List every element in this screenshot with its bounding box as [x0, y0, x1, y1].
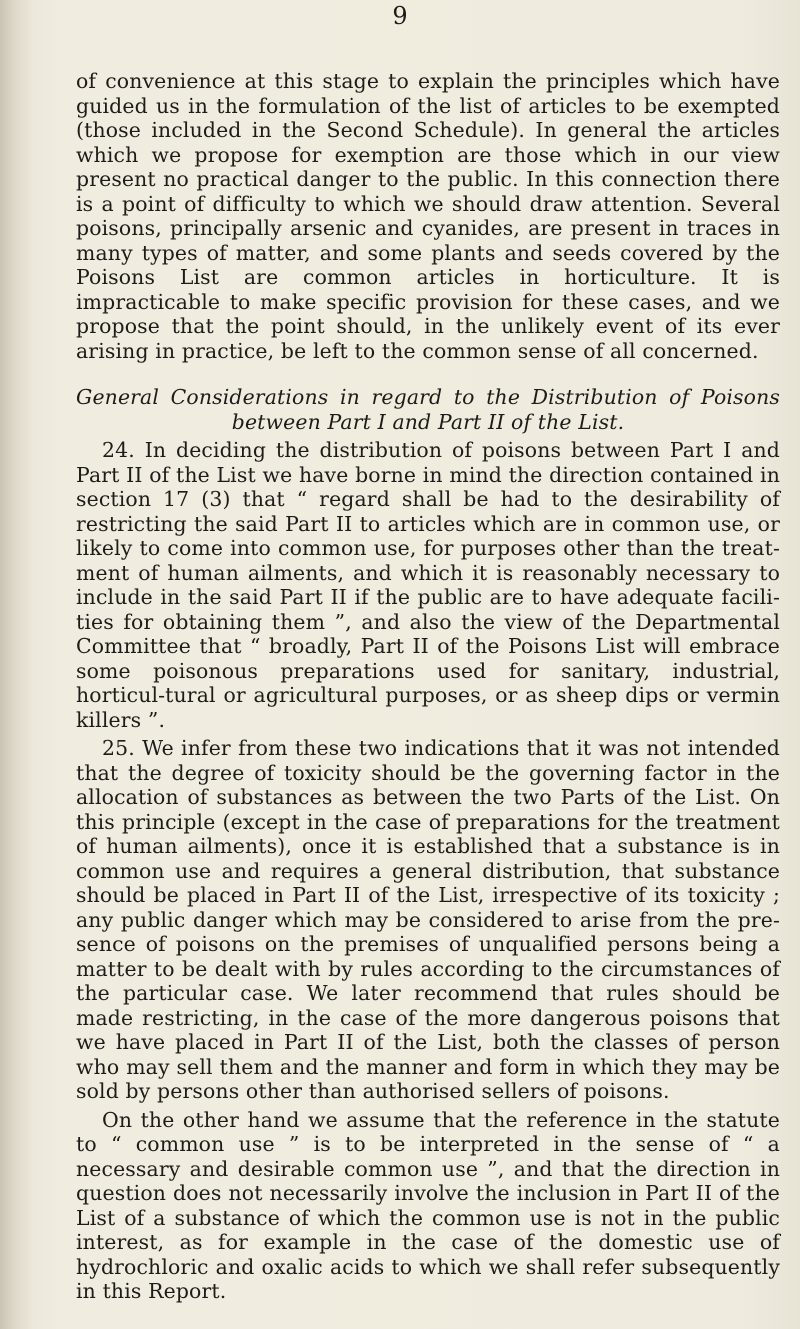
section-heading: General Considerations in regard to the Distribution of Poisons between Part I and Part II of the List.	[76, 385, 780, 434]
paragraph-25: 25. We infer from these two indications that it was not intended that the degree of toxicity should be the governing factor in the allocation of substances as between the two Parts of the List. On this principle (except in the case of preparations for the treatment of human ailments), once it is established that a substance is in common use and requires a general distribution, that substance should be placed in Part II of the List, irrespective of its toxicity ; any public danger which may be considered to arise from the pre-sence of poisons on the premises of unqualified persons being a matter to be dealt with by rules according to the circumstances of the particular case. We later recommend that rules should be made restricting, in the case of the more dangerous poisons that we have placed in Part II of the List, both the classes of person who may sell them and the manner and form in which they may be sold by persons other than authorised sellers of poisons.	[76, 736, 780, 1103]
paragraph-24: 24. In deciding the distribution of poisons between Part I and Part II of the List we have borne in mind the direction contained in section 17 (3) that “ regard shall be had to the desirability of restricting the said Part II to articles which are in common use, or likely to come into common use, for purposes other than the treat-ment of human ailments, and which it is reasonably necessary to include in the said Part II if the public are to have adequate facili-ties for obtaining them ”, and also the view of the Departmental Committee that “ broadly, Part II of the Poisons List will embrace some poisonous preparations used for sanitary, industrial, horticul-tural or agricultural purposes, or as sheep dips or vermin killers ”.	[76, 438, 780, 732]
paragraph-common-use: On the other hand we assume that the reference in the statute to “ common use ” is to be interpreted in the sense of “ a necessary and desirable common use ”, and that the direction in question does not necessarily involve the inclusion in Part II of the List of a substance of which the common use is not in the public interest, as for example in the case of the domestic use of hydrochloric and oxalic acids to which we shall refer subsequently in this Report.	[76, 1107, 780, 1303]
intro-paragraph: of convenience at this stage to explain the principles which have guided us in the formulation of the list of articles to be exempted (those included in the Second Schedule). In general the articles which we propose for exemption are those which in our view present no practical danger to the public. In this connection there is a point of difficulty to which we should draw attention. Several poisons, principally arsenic and cyanides, are present in traces in many types of matter, and some plants and seeds covered by the Poisons List are common articles in horticulture. It is impracticable to make specific provision for these cases, and we propose that the point should, in the unlikely event of its ever arising in practice, be left to the common sense of all concerned.	[76, 69, 780, 363]
page-number: 9	[392, 2, 408, 30]
document-body	[76, 69, 780, 1304]
